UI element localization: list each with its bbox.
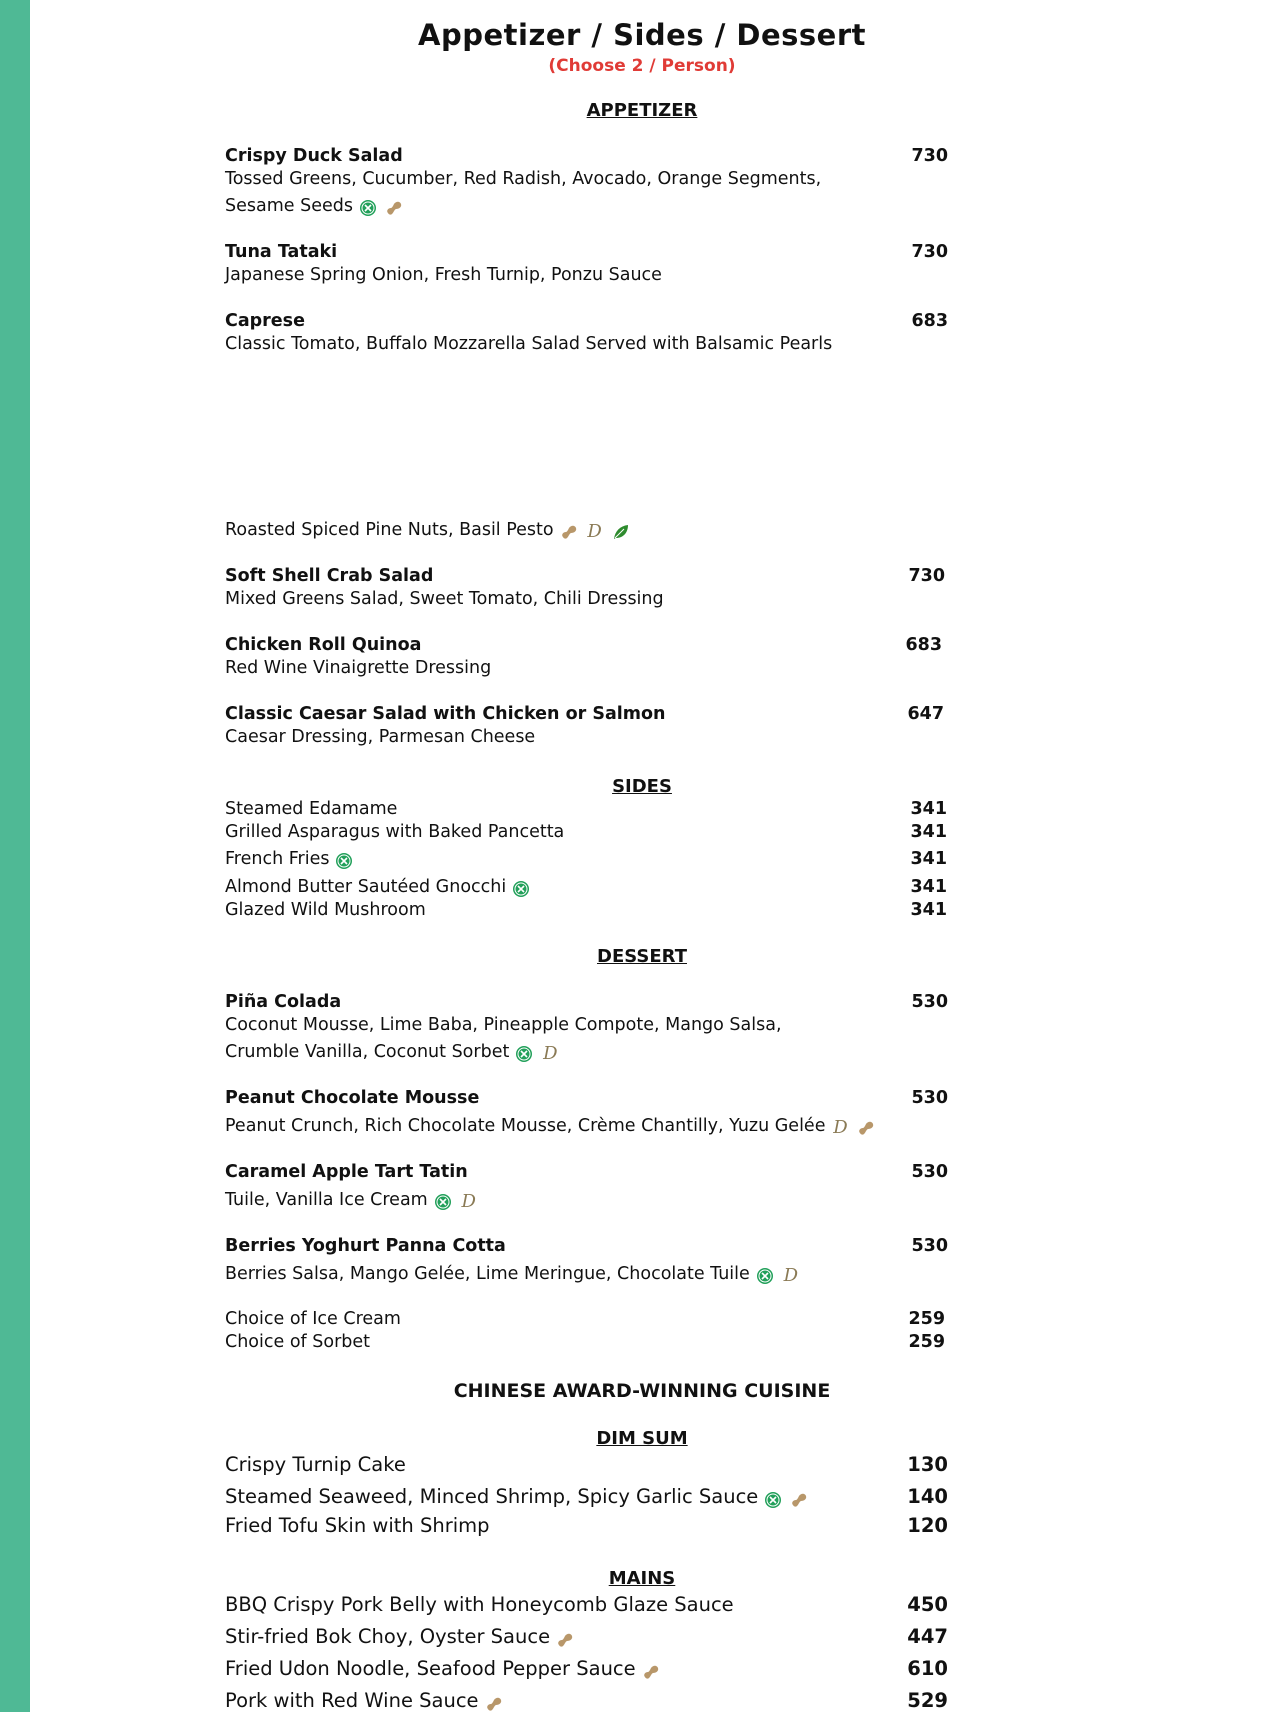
menu-item-description xyxy=(225,1190,486,1212)
dairy-icon: D xyxy=(543,1043,558,1064)
menu-item-description xyxy=(225,1042,567,1064)
description-text: Sesame Seeds xyxy=(225,196,353,216)
mains-item-text: Pork with Red Wine Sauce xyxy=(225,1689,479,1712)
dimsum-item-name: Crispy Turnip Cake xyxy=(225,1453,406,1476)
dairy-icon: D xyxy=(587,521,602,542)
nut-icon xyxy=(485,1695,503,1713)
mains-item-price: 447 xyxy=(907,1625,948,1648)
menu-item-description xyxy=(225,1264,808,1286)
mains-item-name xyxy=(225,1689,511,1714)
dessert-extra-price: 259 xyxy=(908,1332,945,1352)
gluten-free-icon xyxy=(434,1193,452,1211)
section-heading-dimsum: DIM SUM xyxy=(596,1428,688,1449)
nut-icon xyxy=(560,523,578,541)
menu-item-description: Tossed Greens, Cucumber, Red Radish, Avocado, Orange Segments, xyxy=(225,169,822,189)
menu-item-description: Caesar Dressing, Parmesan Cheese xyxy=(225,727,536,747)
mains-item-price: 610 xyxy=(907,1657,948,1680)
section-heading-mains: MAINS xyxy=(608,1568,676,1589)
menu-item-price: 683 xyxy=(911,311,948,331)
menu-item-price: 530 xyxy=(911,992,948,1012)
menu-item-price: 647 xyxy=(907,704,944,724)
menu-item-price: 730 xyxy=(911,242,948,262)
menu-item-name: Caramel Apple Tart Tatin xyxy=(225,1162,468,1182)
gluten-free-icon xyxy=(359,199,377,217)
dietary-icons xyxy=(756,1266,808,1286)
description-text: Roasted Spiced Pine Nuts, Basil Pesto xyxy=(225,520,554,540)
gluten-free-icon xyxy=(515,1045,533,1063)
side-item-name: Glazed Wild Mushroom xyxy=(225,900,426,920)
menu-item-description xyxy=(225,520,638,542)
page-subtitle: (Choose 2 / Person) xyxy=(548,56,736,76)
menu-item-price: 730 xyxy=(908,566,945,586)
dessert-extra-name: Choice of Sorbet xyxy=(225,1332,371,1352)
menu-item-name: Tuna Tataki xyxy=(225,242,338,262)
menu-item-price: 730 xyxy=(911,146,948,166)
menu-item-description: Japanese Spring Onion, Fresh Turnip, Ponzu Sauce xyxy=(225,265,662,285)
section-heading-appetizer: APPETIZER xyxy=(586,100,698,121)
nut-icon xyxy=(857,1119,875,1137)
menu-item-price: 530 xyxy=(911,1162,948,1182)
mains-item-price: 450 xyxy=(907,1593,948,1616)
nut-icon xyxy=(556,1631,574,1649)
dietary-icons xyxy=(560,522,638,542)
menu-item-name: Soft Shell Crab Salad xyxy=(225,566,434,586)
section-heading-sides: SIDES xyxy=(612,776,672,797)
menu-item-description xyxy=(225,196,411,218)
mains-item-name xyxy=(225,1625,582,1650)
dietary-icons xyxy=(515,1044,567,1064)
menu-item-price: 530 xyxy=(911,1236,948,1256)
nut-icon xyxy=(385,199,403,217)
menu-item-name: Classic Caesar Salad with Chicken or Salmon xyxy=(225,704,666,724)
dietary-icons xyxy=(335,851,361,871)
menu-item-price: 530 xyxy=(911,1088,948,1108)
menu-item-name: Peanut Chocolate Mousse xyxy=(225,1088,480,1108)
dietary-icons xyxy=(512,879,538,899)
dimsum-item-price: 140 xyxy=(907,1485,948,1508)
description-text: Peanut Crunch, Rich Chocolate Mousse, Crème Chantilly, Yuzu Gelée xyxy=(225,1116,826,1136)
dietary-icons xyxy=(434,1192,486,1212)
menu-item-name: Berries Yoghurt Panna Cotta xyxy=(225,1236,506,1256)
gluten-free-icon xyxy=(764,1491,782,1509)
gluten-free-icon xyxy=(335,852,353,870)
dietary-icons xyxy=(485,1691,511,1714)
description-text: Tuile, Vanilla Ice Cream xyxy=(225,1190,428,1210)
menu-item-description: Mixed Greens Salad, Sweet Tomato, Chili Dressing xyxy=(225,589,664,609)
side-item-price: 341 xyxy=(910,900,947,920)
dairy-icon: D xyxy=(833,1117,848,1138)
dietary-icons xyxy=(764,1487,816,1510)
menu-item-price: 683 xyxy=(905,635,942,655)
dimsum-item-price: 130 xyxy=(907,1453,948,1476)
mains-item-name: BBQ Crispy Pork Belly with Honeycomb Glaze Sauce xyxy=(225,1593,734,1616)
gluten-free-icon xyxy=(756,1267,774,1285)
description-text: Berries Salsa, Mango Gelée, Lime Meringue, Chocolate Tuile xyxy=(225,1264,750,1284)
section-heading-dessert: DESSERT xyxy=(597,946,687,967)
vegetarian-leaf-icon xyxy=(612,523,630,541)
nut-icon xyxy=(642,1663,660,1681)
dimsum-item-name: Fried Tofu Skin with Shrimp xyxy=(225,1514,490,1537)
side-item-name: Steamed Edamame xyxy=(225,799,398,819)
dietary-icons xyxy=(642,1659,668,1682)
side-item-text: French Fries xyxy=(225,849,330,869)
side-item-text: Almond Butter Sautéed Gnocchi xyxy=(225,877,507,897)
mains-item-price: 529 xyxy=(907,1689,948,1712)
side-item-price: 341 xyxy=(910,877,947,897)
menu-item-description: Red Wine Vinaigrette Dressing xyxy=(225,658,492,678)
side-item-price: 341 xyxy=(910,822,947,842)
menu-item-name: Crispy Duck Salad xyxy=(225,146,403,166)
menu-item-description: Coconut Mousse, Lime Baba, Pineapple Compote, Mango Salsa, xyxy=(225,1015,782,1035)
side-item-name xyxy=(225,877,538,899)
nut-icon xyxy=(790,1491,808,1509)
dimsum-item-price: 120 xyxy=(907,1514,948,1537)
side-item-price: 341 xyxy=(910,799,947,819)
mains-item-name xyxy=(225,1657,668,1682)
dietary-icons xyxy=(556,1627,582,1650)
menu-item-description xyxy=(225,1116,883,1138)
dimsum-item-text: Steamed Seaweed, Minced Shrimp, Spicy Garlic Sauce xyxy=(225,1485,759,1508)
dessert-extra-name: Choice of Ice Cream xyxy=(225,1309,401,1329)
side-item-name xyxy=(225,849,361,871)
menu-item-name: Piña Colada xyxy=(225,992,342,1012)
side-item-name: Grilled Asparagus with Baked Pancetta xyxy=(225,822,565,842)
menu-item-description: Classic Tomato, Buffalo Mozzarella Salad Served with Balsamic Pearls xyxy=(225,334,833,354)
dietary-icons xyxy=(831,1118,883,1138)
menu-item-name: Caprese xyxy=(225,311,305,331)
mains-item-text: Fried Udon Noodle, Seafood Pepper Sauce xyxy=(225,1657,636,1680)
dessert-extra-price: 259 xyxy=(908,1309,945,1329)
gluten-free-icon xyxy=(512,880,530,898)
section-heading-chinese: CHINESE AWARD-WINNING CUISINE xyxy=(453,1380,831,1402)
side-item-price: 341 xyxy=(910,849,947,869)
dairy-icon: D xyxy=(783,1265,799,1286)
description-text: Crumble Vanilla, Coconut Sorbet xyxy=(225,1042,510,1062)
mains-item-text: Stir-fried Bok Choy, Oyster Sauce xyxy=(225,1625,551,1648)
dietary-icons xyxy=(359,198,411,218)
page-title: Appetizer / Sides / Dessert xyxy=(418,18,866,52)
menu-item-name: Chicken Roll Quinoa xyxy=(225,635,422,655)
dairy-icon: D xyxy=(461,1191,476,1212)
dimsum-item-name xyxy=(225,1485,816,1510)
